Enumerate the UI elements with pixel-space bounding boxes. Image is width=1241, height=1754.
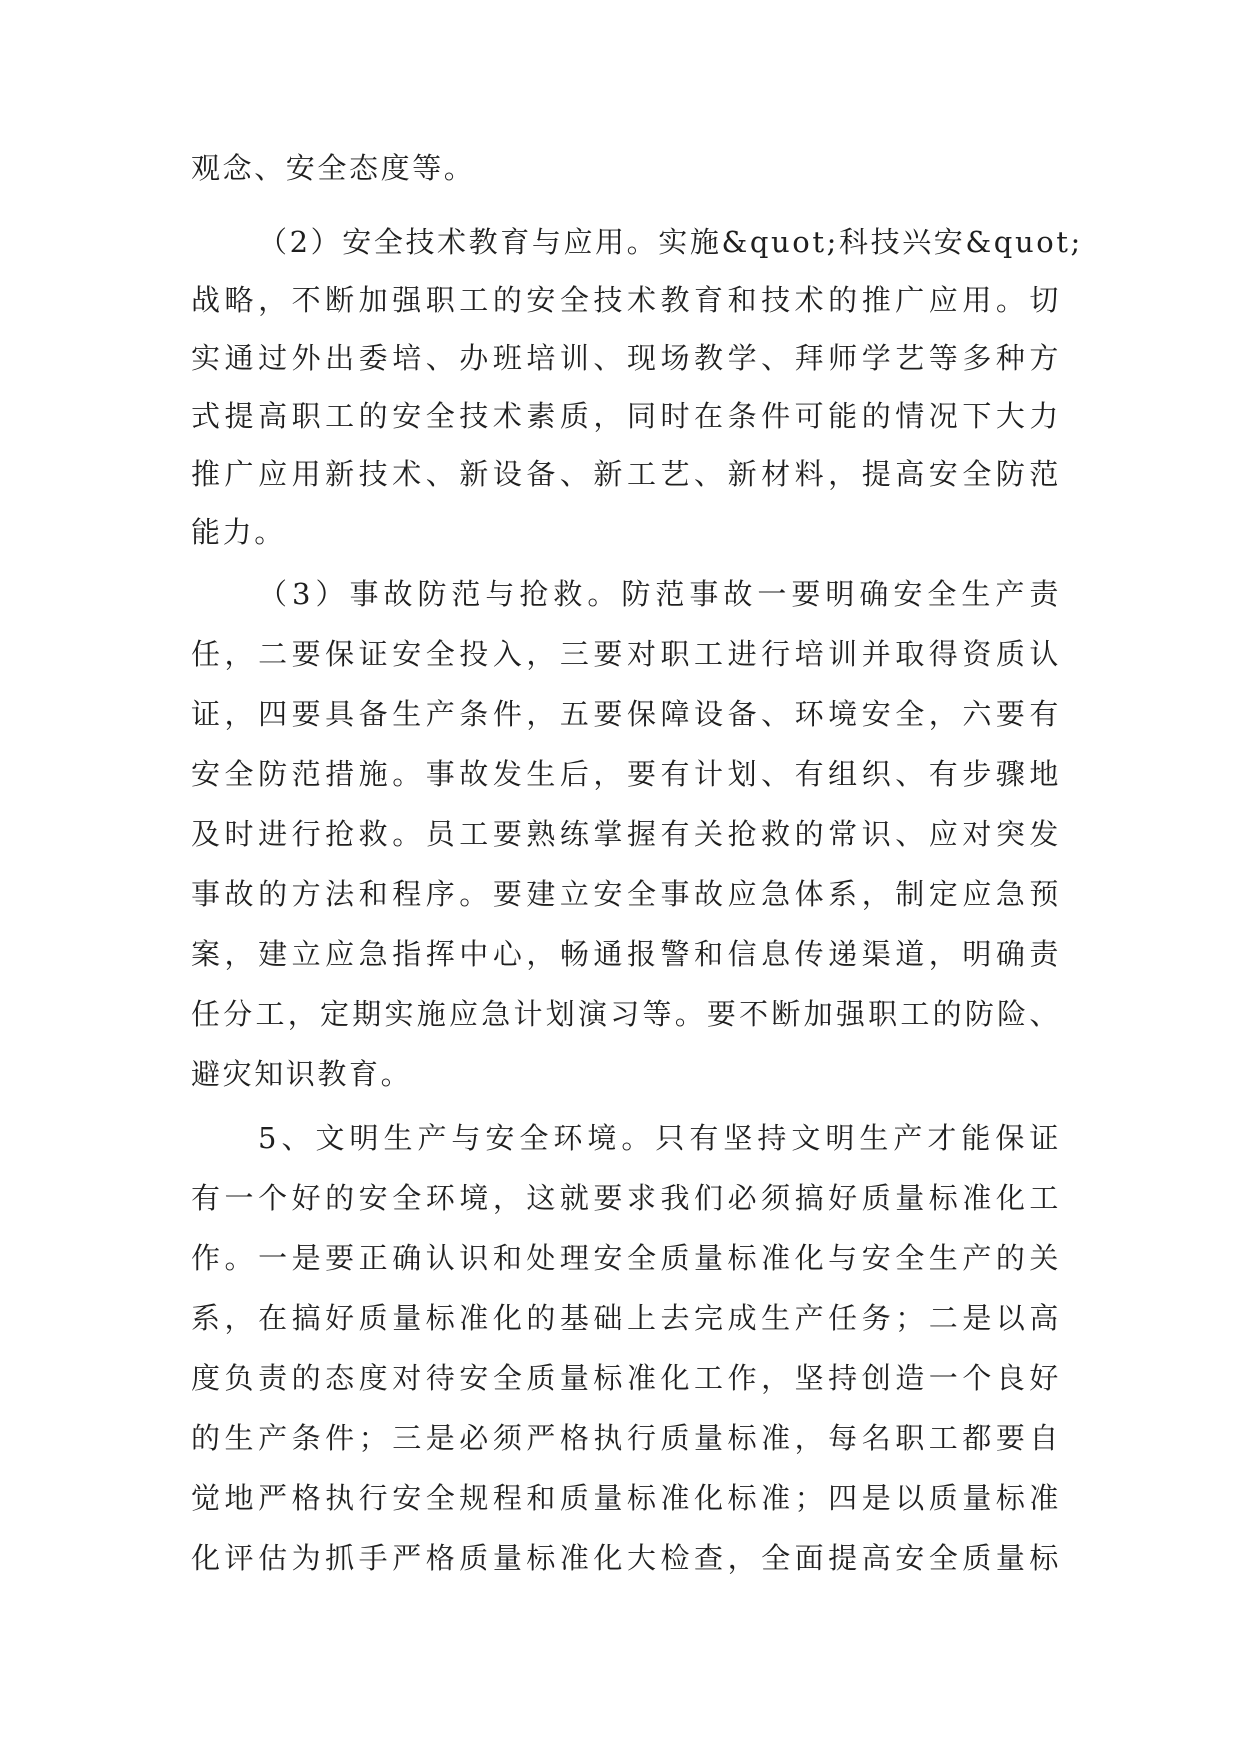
text-line: 任分工，定期实施应急计划演习等。要不断加强职工的防险、 <box>191 997 1061 1031</box>
text-line: 及时进行抢救。员工要熟练掌握有关抢救的常识、应对突发 <box>191 817 1061 851</box>
text-line: 式提高职工的安全技术素质，同时在条件可能的情况下大力 <box>191 399 1061 433</box>
text-line: 作。一是要正确认识和处理安全质量标准化与安全生产的关 <box>191 1241 1061 1275</box>
text-line: 的生产条件；三是必须严格执行质量标准，每名职工都要自 <box>191 1421 1061 1455</box>
text-line: 化评估为抓手严格质量标准化大检查，全面提高安全质量标 <box>191 1541 1061 1575</box>
text-line: 安全防范措施。事故发生后，要有计划、有组织、有步骤地 <box>191 757 1061 791</box>
text-line: （3）事故防范与抢救。防范事故一要明确安全生产责 <box>258 577 1061 611</box>
text-line: 避灾知识教育。 <box>191 1057 413 1091</box>
text-line: 实通过外出委培、办班培训、现场教学、拜师学艺等多种方 <box>191 341 1061 375</box>
text-line: 觉地严格执行安全规程和质量标准化标准；四是以质量标准 <box>191 1481 1061 1515</box>
text-line: 系，在搞好质量标准化的基础上去完成生产任务；二是以高 <box>191 1301 1061 1335</box>
text-line: 度负责的态度对待安全质量标准化工作，坚持创造一个良好 <box>191 1361 1061 1395</box>
text-line: 案，建立应急指挥中心，畅通报警和信息传递渠道，明确责 <box>191 937 1061 971</box>
text-line: 观念、安全态度等。 <box>191 151 476 185</box>
text-line: 有一个好的安全环境，这就要求我们必须搞好质量标准化工 <box>191 1181 1061 1215</box>
text-line: 证，四要具备生产条件，五要保障设备、环境安全，六要有 <box>191 697 1061 731</box>
text-line: 战略，不断加强职工的安全技术教育和技术的推广应用。切 <box>191 283 1061 317</box>
text-line: 任，二要保证安全投入，三要对职工进行培训并取得资质认 <box>191 637 1061 671</box>
text-line: （2）安全技术教育与应用。实施&quot;科技兴安&quot; <box>258 225 1083 259</box>
text-line: 推广应用新技术、新设备、新工艺、新材料，提高安全防范 <box>191 457 1061 491</box>
text-line: 事故的方法和程序。要建立安全事故应急体系，制定应急预 <box>191 877 1061 911</box>
text-line: 能力。 <box>191 515 286 549</box>
text-line: 5、文明生产与安全环境。只有坚持文明生产才能保证 <box>258 1121 1061 1155</box>
